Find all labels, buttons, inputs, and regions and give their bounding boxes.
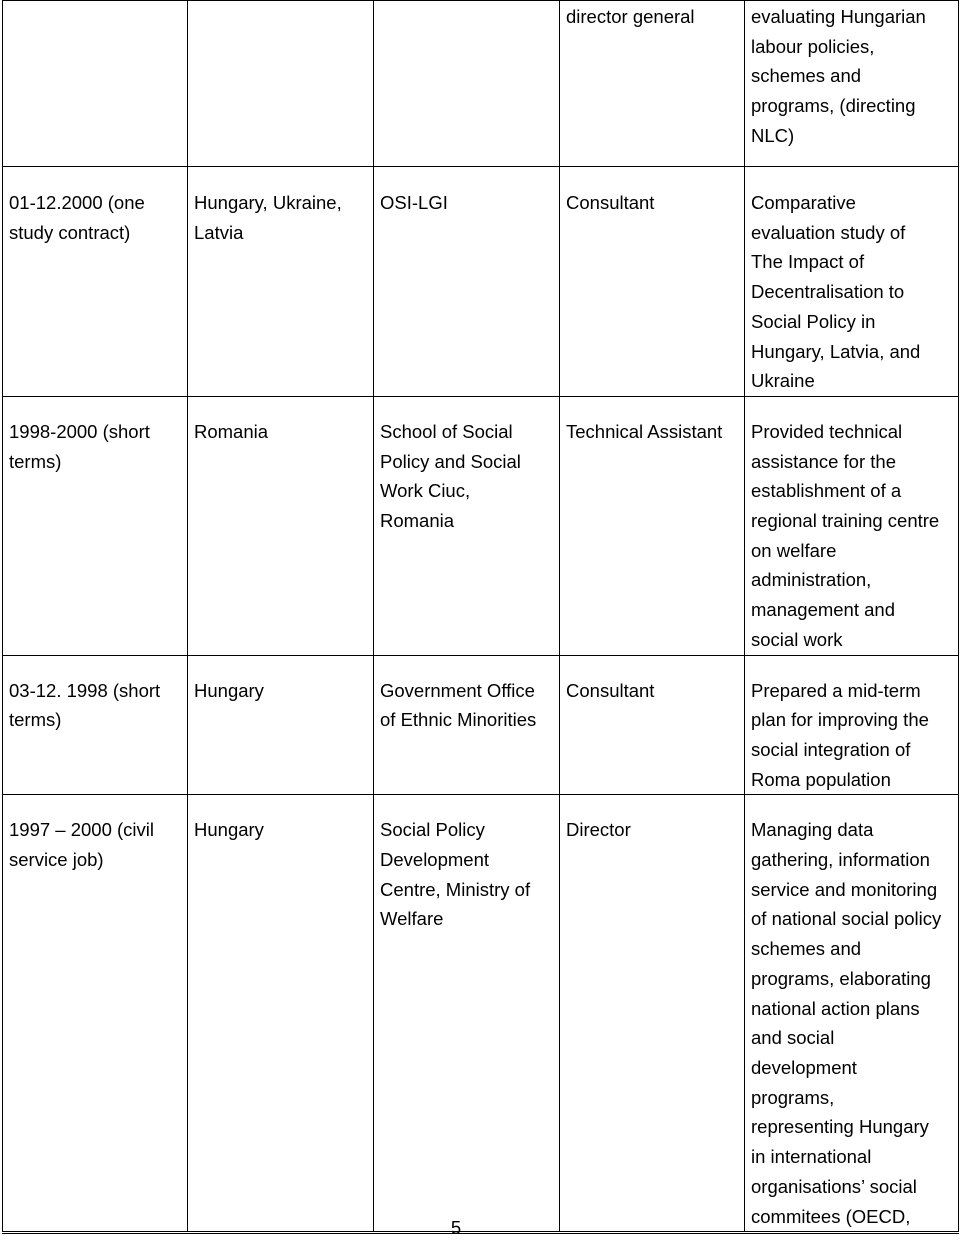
description-text-line: programs, [751, 1086, 835, 1108]
position-cell [560, 655, 745, 795]
organisation-text-line: of Ethnic Minorities [380, 709, 537, 731]
description-cell [745, 655, 959, 795]
period-cell [3, 655, 188, 795]
period-cell [3, 795, 188, 1233]
period-cell [3, 167, 188, 397]
organisation-text-line: Government Office [380, 679, 535, 701]
description-text-line: evaluating Hungarian [751, 6, 926, 27]
description-text-line: in international [751, 1146, 872, 1168]
description-text-line: The Impact of [751, 251, 865, 273]
description-text-line: assistance for the [751, 450, 896, 472]
organisation-cell [374, 167, 560, 397]
period-text-line: service job) [9, 849, 104, 871]
description-text-line: regional training centre [751, 510, 940, 532]
country-cell [188, 655, 374, 795]
table-row [3, 167, 959, 397]
period-cell [3, 1, 188, 167]
table-row [3, 1, 959, 167]
page-number: 5 [450, 1217, 462, 1238]
organisation-cell [374, 655, 560, 795]
description-text-line: Roma population [751, 768, 891, 790]
period-text-line: terms) [9, 709, 62, 731]
organisation-text-line: Romania [380, 510, 455, 532]
employment-history-table [2, 0, 959, 1234]
description-text-line: administration, [751, 569, 872, 591]
period-text-line: 1998-2000 (short [9, 420, 150, 442]
description-text-line: gathering, information [751, 849, 930, 871]
description-text-line: programs, (directing [751, 95, 916, 117]
organisation-text-line: Welfare [380, 908, 444, 930]
position-text-line: Director [566, 819, 631, 841]
organisation-text-line: Work Ciuc, [380, 480, 471, 502]
description-text-line: representing Hungary [751, 1116, 929, 1138]
description-text-line: NLC) [751, 124, 795, 146]
description-text-line: Social Policy in [751, 310, 876, 332]
description-text-line: Prepared a mid-term [751, 679, 921, 701]
period-cell [3, 396, 188, 655]
organisation-cell [374, 396, 560, 655]
country-text-line: Romania [194, 420, 269, 442]
position-text-line: director general [566, 6, 695, 27]
description-text-line: Hungary, Latvia, and [751, 340, 921, 362]
description-text-line: national action plans [751, 997, 920, 1019]
description-text-line: development [751, 1056, 857, 1078]
period-text-line: study contract) [9, 221, 131, 243]
country-text-line: Latvia [194, 221, 244, 243]
position-text-line: Consultant [566, 192, 655, 213]
country-cell [188, 795, 374, 1233]
description-text-line: commitees (OECD, [751, 1205, 911, 1227]
organisation-text-line: School of Social [380, 420, 513, 442]
position-cell [560, 1, 745, 167]
position-cell [560, 167, 745, 397]
country-cell [188, 396, 374, 655]
description-text-line: plan for improving the [751, 709, 929, 731]
description-text-line: social work [751, 628, 843, 650]
description-text-line: programs, elaborating [751, 967, 931, 989]
organisation-text-line: OSI-LGI [380, 192, 448, 213]
description-text-line: Decentralisation to [751, 281, 905, 303]
country-text-line: Hungary [194, 819, 264, 841]
organisation-text-line: Centre, Ministry of [380, 878, 531, 900]
description-text-line: social integration of [751, 738, 911, 760]
description-text-line: schemes and [751, 938, 862, 960]
table-row [3, 795, 959, 1233]
organisation-text-line: Social Policy [380, 819, 485, 841]
description-text-line: schemes and [751, 65, 862, 87]
table-row [3, 655, 959, 795]
period-text-line: 1997 – 2000 (civil [9, 819, 155, 841]
period-text-line: terms) [9, 450, 62, 472]
period-text-line: 01-12.2000 (one [9, 192, 145, 213]
description-text-line: establishment of a [751, 480, 902, 502]
period-text-line: 03-12. 1998 (short [9, 679, 161, 701]
description-text-line: Provided technical [751, 420, 903, 442]
description-text-line: and social [751, 1027, 835, 1049]
position-text-line: Consultant [566, 679, 655, 701]
organisation-text-line: Policy and Social [380, 450, 521, 472]
position-cell [560, 795, 745, 1233]
organisation-cell [374, 1, 560, 167]
table-row [3, 396, 959, 655]
country-cell [188, 1, 374, 167]
description-cell [745, 167, 959, 397]
description-text-line: evaluation study of [751, 221, 906, 243]
organisation-cell [374, 795, 560, 1233]
description-cell [745, 795, 959, 1233]
position-cell [560, 396, 745, 655]
description-text-line: Comparative [751, 192, 856, 213]
description-text-line: organisations’ social [751, 1175, 917, 1197]
description-text-line: labour policies, [751, 35, 875, 57]
country-cell [188, 167, 374, 397]
organisation-text-line: Development [380, 849, 490, 871]
description-text-line: of national social policy [751, 908, 942, 930]
description-text-line: management and [751, 599, 895, 621]
description-cell [745, 396, 959, 655]
country-text-line: Hungary [194, 679, 264, 701]
description-cell [745, 1, 959, 167]
description-text-line: service and monitoring [751, 878, 938, 900]
description-text-line: Managing data [751, 819, 874, 841]
position-text-line: Technical Assistant [566, 420, 723, 442]
description-text-line: on welfare [751, 539, 837, 561]
description-text-line: Ukraine [751, 370, 815, 392]
country-text-line: Hungary, Ukraine, [194, 192, 342, 213]
